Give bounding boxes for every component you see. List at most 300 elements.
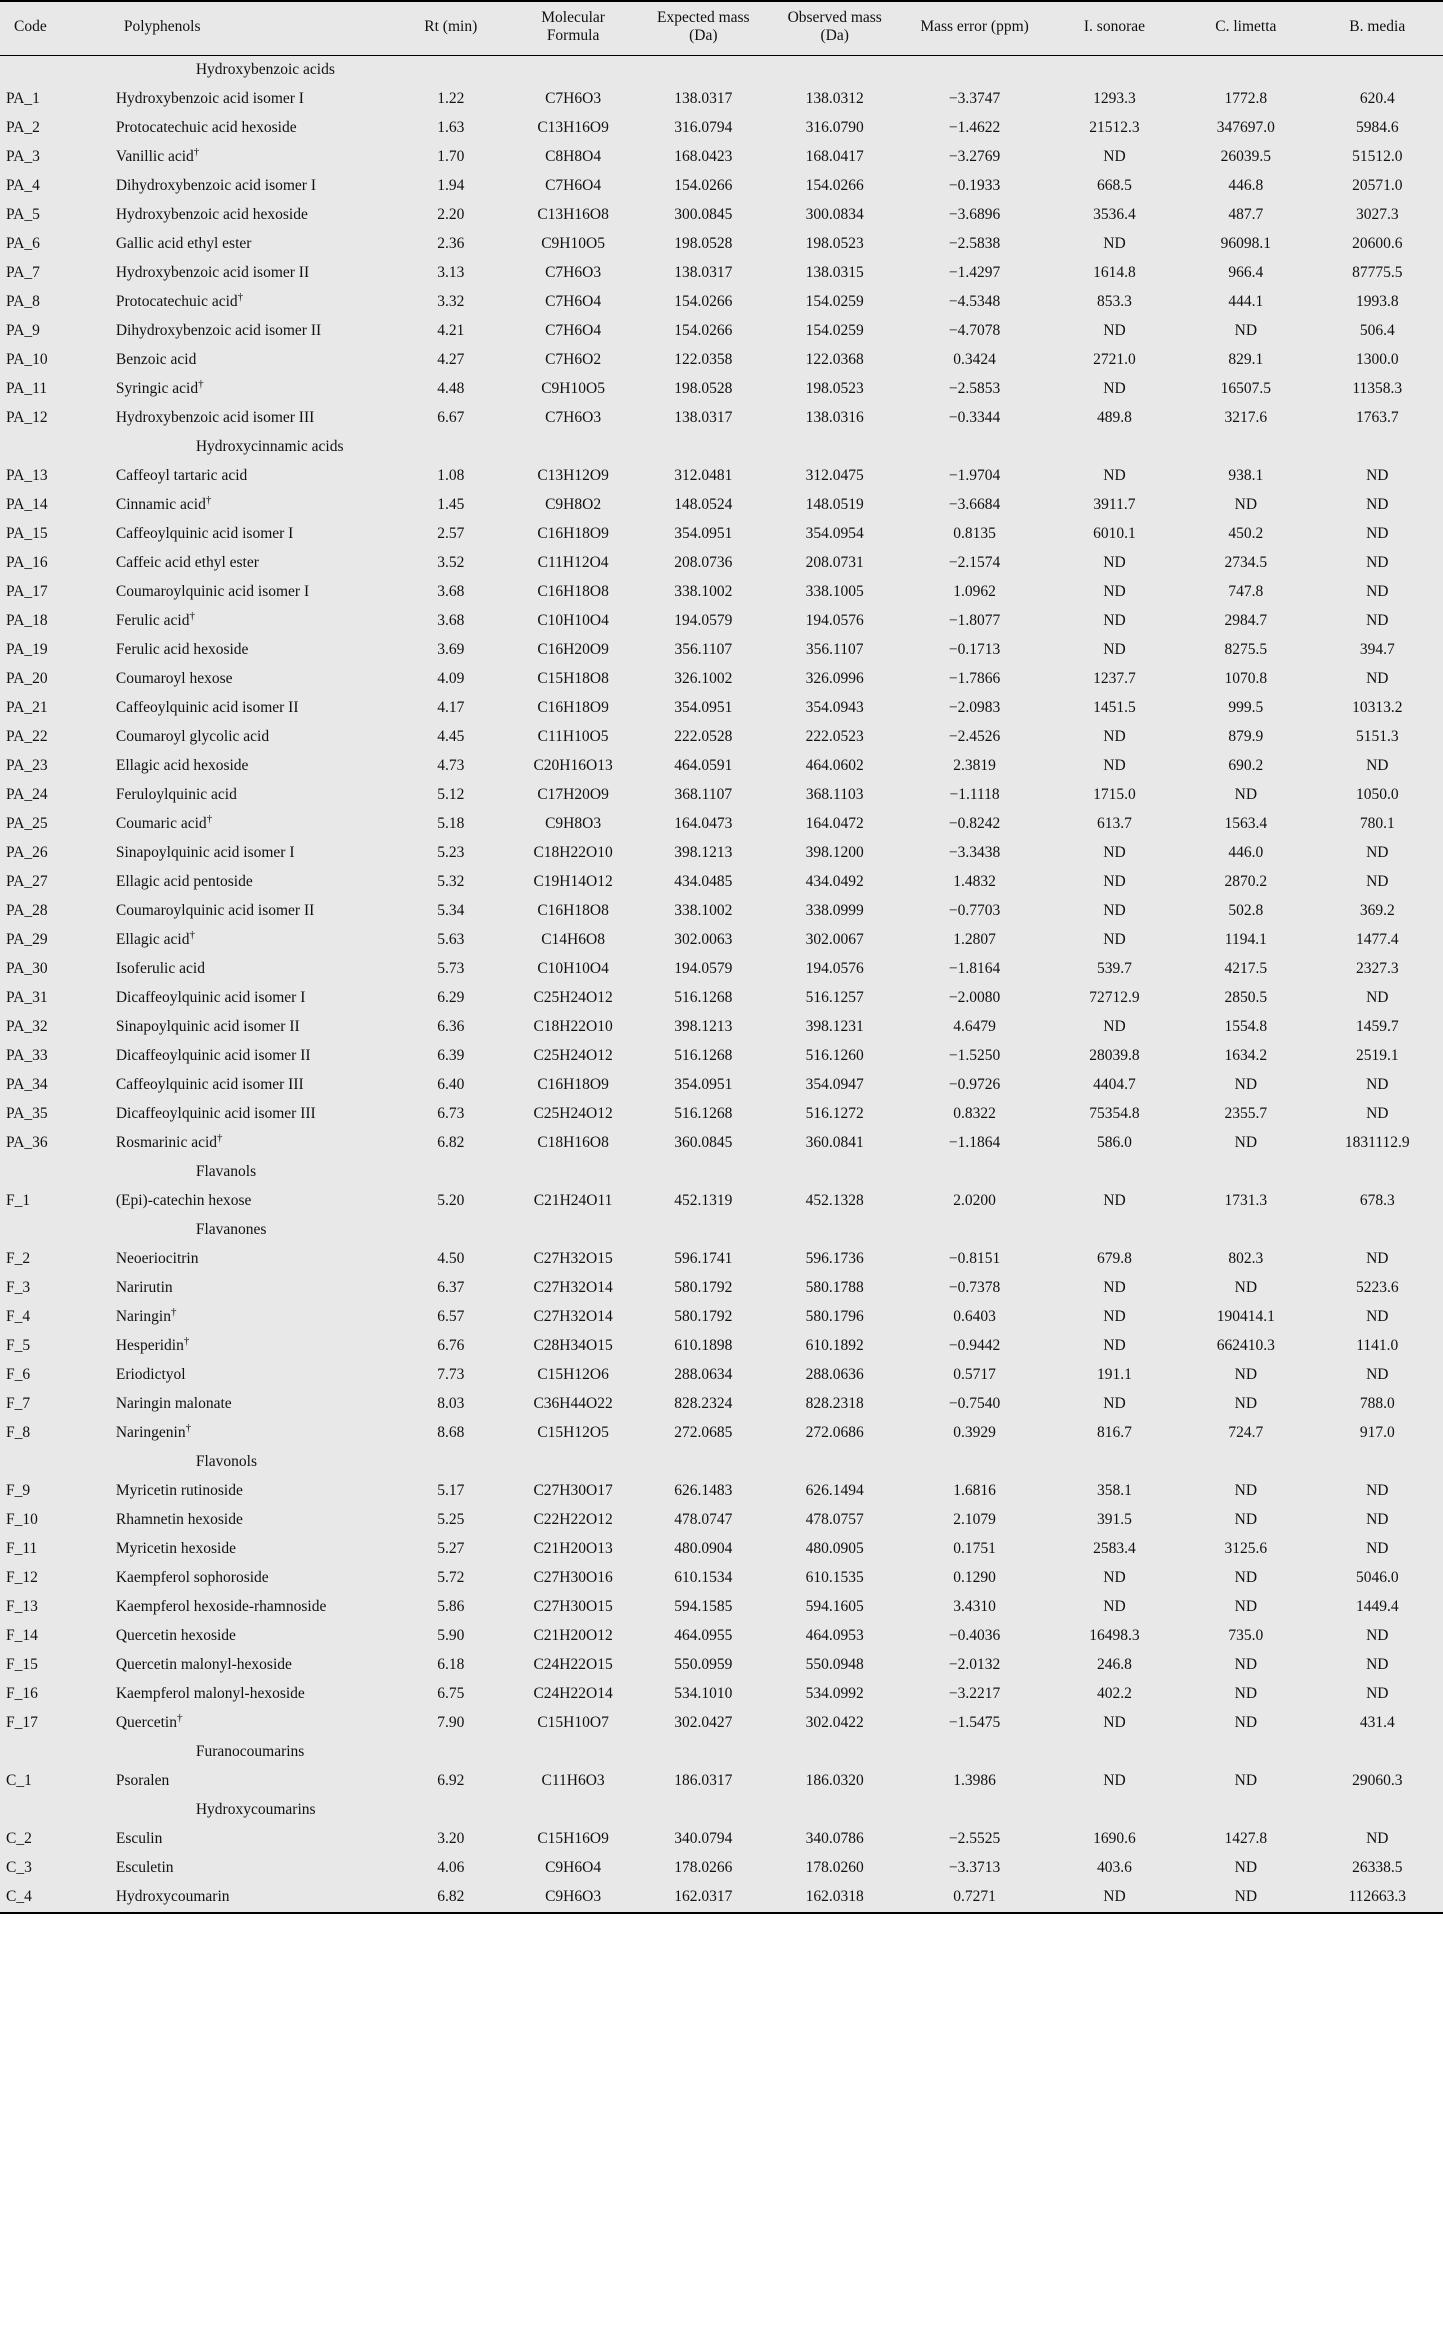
cell-formula: C20H16O13 [509, 752, 638, 781]
cell-polyphenol-name: Cinnamic acid† [110, 491, 393, 520]
cell-code: F_1 [0, 1187, 110, 1216]
cell-expected [638, 1216, 769, 1245]
cell-i-sonorae: ND [1049, 230, 1180, 259]
cell-expected: 828.2324 [638, 1390, 769, 1419]
cell-i-sonorae: 4404.7 [1049, 1071, 1180, 1100]
cell-rt: 3.69 [393, 636, 509, 665]
cell-code: PA_12 [0, 404, 110, 433]
cell-observed: 464.0953 [769, 1622, 900, 1651]
cell-b-media [1312, 1158, 1443, 1187]
cell-error: −0.7540 [900, 1390, 1048, 1419]
cell-error: 0.1751 [900, 1535, 1048, 1564]
cell-rt: 1.70 [393, 143, 509, 172]
table-row [0, 1854, 1443, 1883]
cell-i-sonorae: 1715.0 [1049, 781, 1180, 810]
table-row [0, 578, 1443, 607]
cell-i-sonorae: ND [1049, 375, 1180, 404]
cell-b-media: ND [1312, 839, 1443, 868]
cell-observed: 398.1231 [769, 1013, 900, 1042]
cell-observed: 316.0790 [769, 114, 900, 143]
cell-expected: 516.1268 [638, 1042, 769, 1071]
cell-i-sonorae: 586.0 [1049, 1129, 1180, 1158]
cell-b-media: 394.7 [1312, 636, 1443, 665]
table-row [0, 1651, 1443, 1680]
cell-rt: 5.18 [393, 810, 509, 839]
cell-error: −0.8151 [900, 1245, 1048, 1274]
cell-c-limetta: 487.7 [1180, 201, 1311, 230]
cell-b-media: 369.2 [1312, 897, 1443, 926]
cell-formula: C16H20O9 [509, 636, 638, 665]
cell-formula: C9H8O3 [509, 810, 638, 839]
cell-error: 3.4310 [900, 1593, 1048, 1622]
cell-i-sonorae: ND [1049, 839, 1180, 868]
cell-observed: 122.0368 [769, 346, 900, 375]
cell-rt: 6.75 [393, 1680, 509, 1709]
dagger-marker: † [205, 493, 212, 506]
cell-expected: 480.0904 [638, 1535, 769, 1564]
cell-c-limetta: 446.8 [1180, 172, 1311, 201]
cell-i-sonorae: 28039.8 [1049, 1042, 1180, 1071]
column-header-c-limetta: C. limetta [1180, 1, 1311, 55]
table-row [0, 1129, 1443, 1158]
cell-error: −3.3438 [900, 839, 1048, 868]
section-row [0, 55, 1443, 85]
cell-error: −3.6684 [900, 491, 1048, 520]
cell-expected: 154.0266 [638, 172, 769, 201]
cell-rt: 6.36 [393, 1013, 509, 1042]
cell-polyphenol-name: Hydroxybenzoic acid isomer III [110, 404, 393, 433]
cell-rt: 5.90 [393, 1622, 509, 1651]
cell-expected: 516.1268 [638, 984, 769, 1013]
table-row [0, 375, 1443, 404]
cell-polyphenol-name: Neoeriocitrin [110, 1245, 393, 1274]
cell-b-media: 1300.0 [1312, 346, 1443, 375]
table-row [0, 549, 1443, 578]
cell-expected: 626.1483 [638, 1477, 769, 1506]
table-row [0, 85, 1443, 114]
cell-b-media: ND [1312, 665, 1443, 694]
cell-polyphenol-name: Ferulic acid† [110, 607, 393, 636]
cell-i-sonorae: 668.5 [1049, 172, 1180, 201]
cell-formula: C16H18O8 [509, 578, 638, 607]
cell-observed: 434.0492 [769, 868, 900, 897]
section-row [0, 1448, 1443, 1477]
cell-c-limetta: 1427.8 [1180, 1825, 1311, 1854]
table-row [0, 752, 1443, 781]
dagger-marker: † [183, 1334, 190, 1347]
cell-expected: 452.1319 [638, 1187, 769, 1216]
cell-observed [769, 1796, 900, 1825]
cell-error: 1.2807 [900, 926, 1048, 955]
cell-i-sonorae: 16498.3 [1049, 1622, 1180, 1651]
cell-expected: 360.0845 [638, 1129, 769, 1158]
column-header-code: Code [0, 1, 110, 55]
cell-b-media: ND [1312, 1622, 1443, 1651]
table-row [0, 926, 1443, 955]
cell-i-sonorae: ND [1049, 462, 1180, 491]
cell-i-sonorae: 3536.4 [1049, 201, 1180, 230]
cell-code: F_12 [0, 1564, 110, 1593]
cell-expected: 198.0528 [638, 375, 769, 404]
cell-error: −0.9442 [900, 1332, 1048, 1361]
cell-c-limetta: 1554.8 [1180, 1013, 1311, 1042]
table-row [0, 1564, 1443, 1593]
cell-rt: 2.57 [393, 520, 509, 549]
cell-observed: 154.0266 [769, 172, 900, 201]
cell-code: F_13 [0, 1593, 110, 1622]
cell-error: −0.3344 [900, 404, 1048, 433]
cell-c-limetta: ND [1180, 1593, 1311, 1622]
cell-observed: 828.2318 [769, 1390, 900, 1419]
cell-formula [509, 1158, 638, 1187]
cell-formula: C18H16O8 [509, 1129, 638, 1158]
cell-code: PA_5 [0, 201, 110, 230]
cell-expected: 302.0063 [638, 926, 769, 955]
cell-i-sonorae: 679.8 [1049, 1245, 1180, 1274]
cell-expected: 138.0317 [638, 85, 769, 114]
cell-error: −1.1864 [900, 1129, 1048, 1158]
cell-formula: C15H10O7 [509, 1709, 638, 1738]
cell-observed: 168.0417 [769, 143, 900, 172]
cell-observed: 208.0731 [769, 549, 900, 578]
cell-observed: 312.0475 [769, 462, 900, 491]
cell-polyphenol-name: Quercetin hexoside [110, 1622, 393, 1651]
cell-b-media: 1477.4 [1312, 926, 1443, 955]
dagger-marker: † [206, 812, 213, 825]
cell-polyphenol-name: Sinapoylquinic acid isomer I [110, 839, 393, 868]
cell-formula: C27H32O15 [509, 1245, 638, 1274]
cell-expected: 368.1107 [638, 781, 769, 810]
cell-rt: 5.20 [393, 1187, 509, 1216]
cell-polyphenol-name: Ellagic acid pentoside [110, 868, 393, 897]
cell-i-sonorae: 816.7 [1049, 1419, 1180, 1448]
cell-observed: 194.0576 [769, 955, 900, 984]
cell-expected: 198.0528 [638, 230, 769, 259]
cell-c-limetta: ND [1180, 781, 1311, 810]
cell-code [0, 1448, 110, 1477]
cell-code: PA_16 [0, 549, 110, 578]
cell-i-sonorae: 403.6 [1049, 1854, 1180, 1883]
cell-c-limetta: 879.9 [1180, 723, 1311, 752]
cell-code: PA_22 [0, 723, 110, 752]
cell-i-sonorae: 402.2 [1049, 1680, 1180, 1709]
cell-expected: 168.0423 [638, 143, 769, 172]
cell-code: PA_29 [0, 926, 110, 955]
cell-error: 0.5717 [900, 1361, 1048, 1390]
cell-observed: 516.1260 [769, 1042, 900, 1071]
cell-i-sonorae: 75354.8 [1049, 1100, 1180, 1129]
cell-i-sonorae [1049, 1738, 1180, 1767]
cell-rt: 4.48 [393, 375, 509, 404]
cell-i-sonorae: ND [1049, 549, 1180, 578]
cell-observed: 550.0948 [769, 1651, 900, 1680]
cell-c-limetta [1180, 1796, 1311, 1825]
cell-rt: 6.29 [393, 984, 509, 1013]
cell-i-sonorae: 2721.0 [1049, 346, 1180, 375]
table-row [0, 1419, 1443, 1448]
cell-b-media [1312, 1738, 1443, 1767]
cell-c-limetta: ND [1180, 1274, 1311, 1303]
cell-observed: 464.0602 [769, 752, 900, 781]
cell-error: −2.0983 [900, 694, 1048, 723]
cell-formula: C9H8O2 [509, 491, 638, 520]
table-row [0, 346, 1443, 375]
cell-error: −2.0132 [900, 1651, 1048, 1680]
cell-error [900, 55, 1048, 85]
cell-rt: 6.76 [393, 1332, 509, 1361]
cell-rt: 1.08 [393, 462, 509, 491]
cell-b-media: 506.4 [1312, 317, 1443, 346]
cell-rt: 7.90 [393, 1709, 509, 1738]
cell-b-media: 51512.0 [1312, 143, 1443, 172]
cell-formula: C13H16O9 [509, 114, 638, 143]
table-row [0, 1477, 1443, 1506]
cell-formula: C13H16O8 [509, 201, 638, 230]
cell-observed: 340.0786 [769, 1825, 900, 1854]
cell-polyphenol-name: Dihydroxybenzoic acid isomer II [110, 317, 393, 346]
cell-polyphenol-name: Rosmarinic acid† [110, 1129, 393, 1158]
cell-polyphenol-name: Naringin† [110, 1303, 393, 1332]
cell-polyphenol-name: Myricetin hexoside [110, 1535, 393, 1564]
cell-rt: 2.20 [393, 201, 509, 230]
cell-error: 1.3986 [900, 1767, 1048, 1796]
cell-i-sonorae: ND [1049, 926, 1180, 955]
cell-i-sonorae: 3911.7 [1049, 491, 1180, 520]
cell-code: F_14 [0, 1622, 110, 1651]
section-row [0, 1216, 1443, 1245]
cell-formula: C9H6O4 [509, 1854, 638, 1883]
cell-error: 0.6403 [900, 1303, 1048, 1332]
cell-i-sonorae: ND [1049, 1564, 1180, 1593]
cell-expected: 208.0736 [638, 549, 769, 578]
cell-formula: C7H6O4 [509, 317, 638, 346]
cell-formula: C27H30O16 [509, 1564, 638, 1593]
cell-observed: 580.1796 [769, 1303, 900, 1332]
cell-error: −1.8164 [900, 955, 1048, 984]
cell-code: PA_17 [0, 578, 110, 607]
cell-c-limetta: ND [1180, 1651, 1311, 1680]
cell-b-media: ND [1312, 549, 1443, 578]
cell-expected: 340.0794 [638, 1825, 769, 1854]
cell-code: F_11 [0, 1535, 110, 1564]
section-row [0, 433, 1443, 462]
cell-b-media: 678.3 [1312, 1187, 1443, 1216]
cell-c-limetta [1180, 1216, 1311, 1245]
cell-code: PA_4 [0, 172, 110, 201]
cell-c-limetta: 966.4 [1180, 259, 1311, 288]
cell-formula: C27H30O15 [509, 1593, 638, 1622]
cell-code: PA_9 [0, 317, 110, 346]
table-row [0, 520, 1443, 549]
cell-rt: 1.94 [393, 172, 509, 201]
table-header [0, 1, 1443, 55]
cell-polyphenol-name: Caffeoylquinic acid isomer I [110, 520, 393, 549]
table-row [0, 1593, 1443, 1622]
cell-c-limetta: 347697.0 [1180, 114, 1311, 143]
cell-b-media: 1459.7 [1312, 1013, 1443, 1042]
cell-code: PA_15 [0, 520, 110, 549]
cell-formula: C16H18O9 [509, 1071, 638, 1100]
column-header-expected-mass: Expected mass (Da) [638, 1, 769, 55]
cell-b-media: ND [1312, 578, 1443, 607]
cell-code: F_17 [0, 1709, 110, 1738]
cell-error: −3.3747 [900, 85, 1048, 114]
cell-polyphenol-name: Vanillic acid† [110, 143, 393, 172]
cell-expected: 148.0524 [638, 491, 769, 520]
table-row [0, 1361, 1443, 1390]
cell-rt: 4.45 [393, 723, 509, 752]
cell-observed [769, 1158, 900, 1187]
table-row [0, 462, 1443, 491]
cell-polyphenol-name: Psoralen [110, 1767, 393, 1796]
cell-error: −2.4526 [900, 723, 1048, 752]
cell-polyphenol-name: Quercetin malonyl-hexoside [110, 1651, 393, 1680]
table-row [0, 1390, 1443, 1419]
cell-error: −2.5838 [900, 230, 1048, 259]
cell-rt: 4.21 [393, 317, 509, 346]
cell-formula: C15H12O6 [509, 1361, 638, 1390]
cell-rt: 3.32 [393, 288, 509, 317]
table-row [0, 143, 1443, 172]
dagger-marker: † [185, 1421, 192, 1434]
cell-b-media: 20600.6 [1312, 230, 1443, 259]
cell-formula: C18H22O10 [509, 1013, 638, 1042]
cell-error [900, 1738, 1048, 1767]
cell-observed [769, 1216, 900, 1245]
table-row [0, 665, 1443, 694]
section-row [0, 1158, 1443, 1187]
cell-polyphenol-name: Quercetin† [110, 1709, 393, 1738]
cell-i-sonorae: 391.5 [1049, 1506, 1180, 1535]
cell-code: F_16 [0, 1680, 110, 1709]
cell-polyphenol-name: Caffeoylquinic acid isomer II [110, 694, 393, 723]
table-row [0, 1709, 1443, 1738]
cell-expected: 478.0747 [638, 1506, 769, 1535]
cell-expected [638, 1738, 769, 1767]
cell-observed [769, 433, 900, 462]
cell-rt: 5.17 [393, 1477, 509, 1506]
cell-error: 2.1079 [900, 1506, 1048, 1535]
cell-polyphenol-name: Coumaroyl glycolic acid [110, 723, 393, 752]
table-row [0, 1825, 1443, 1854]
cell-expected: 338.1002 [638, 897, 769, 926]
cell-rt: 6.39 [393, 1042, 509, 1071]
table-row [0, 1680, 1443, 1709]
table-row [0, 317, 1443, 346]
cell-c-limetta: 1634.2 [1180, 1042, 1311, 1071]
cell-error: −3.2769 [900, 143, 1048, 172]
cell-c-limetta: ND [1180, 1071, 1311, 1100]
cell-b-media: 1763.7 [1312, 404, 1443, 433]
cell-expected: 464.0591 [638, 752, 769, 781]
cell-expected: 312.0481 [638, 462, 769, 491]
cell-code: PA_10 [0, 346, 110, 375]
cell-b-media: ND [1312, 462, 1443, 491]
cell-b-media: 20571.0 [1312, 172, 1443, 201]
cell-polyphenol-name: Narirutin [110, 1274, 393, 1303]
table-row [0, 636, 1443, 665]
cell-observed: 338.0999 [769, 897, 900, 926]
cell-formula: C7H6O3 [509, 259, 638, 288]
cell-c-limetta: 1731.3 [1180, 1187, 1311, 1216]
cell-expected: 580.1792 [638, 1303, 769, 1332]
cell-rt: 7.73 [393, 1361, 509, 1390]
cell-rt: 4.09 [393, 665, 509, 694]
cell-b-media: ND [1312, 868, 1443, 897]
cell-c-limetta: 735.0 [1180, 1622, 1311, 1651]
cell-i-sonorae: 1451.5 [1049, 694, 1180, 723]
cell-b-media: ND [1312, 984, 1443, 1013]
cell-formula: C21H20O13 [509, 1535, 638, 1564]
cell-expected: 550.0959 [638, 1651, 769, 1680]
cell-polyphenol-name: Esculetin [110, 1854, 393, 1883]
cell-observed: 302.0067 [769, 926, 900, 955]
cell-polyphenol-name: Eriodictyol [110, 1361, 393, 1390]
dagger-marker: † [189, 609, 195, 622]
cell-error: 4.6479 [900, 1013, 1048, 1042]
table-row [0, 1071, 1443, 1100]
cell-code: F_7 [0, 1390, 110, 1419]
cell-polyphenol-name: Benzoic acid [110, 346, 393, 375]
cell-formula: C11H12O4 [509, 549, 638, 578]
cell-formula: C7H6O4 [509, 288, 638, 317]
cell-rt: 3.52 [393, 549, 509, 578]
section-label: Flavonols [110, 1448, 393, 1477]
cell-observed [769, 1738, 900, 1767]
cell-polyphenol-name: Hydroxybenzoic acid hexoside [110, 201, 393, 230]
cell-formula: C21H24O11 [509, 1187, 638, 1216]
cell-formula: C15H18O8 [509, 665, 638, 694]
cell-b-media: ND [1312, 1825, 1443, 1854]
dagger-marker: † [189, 928, 195, 941]
cell-b-media: ND [1312, 752, 1443, 781]
cell-b-media: 10313.2 [1312, 694, 1443, 723]
table-row [0, 984, 1443, 1013]
cell-error: 0.3424 [900, 346, 1048, 375]
header-row [0, 1, 1443, 55]
cell-error: −0.8242 [900, 810, 1048, 839]
cell-rt [393, 1448, 509, 1477]
cell-formula: C11H10O5 [509, 723, 638, 752]
cell-b-media: 1993.8 [1312, 288, 1443, 317]
cell-rt: 5.23 [393, 839, 509, 868]
cell-c-limetta: ND [1180, 491, 1311, 520]
table-row [0, 404, 1443, 433]
cell-formula: C36H44O22 [509, 1390, 638, 1419]
cell-rt [393, 1158, 509, 1187]
table-row [0, 607, 1443, 636]
cell-b-media: 780.1 [1312, 810, 1443, 839]
table-row [0, 491, 1443, 520]
table-row [0, 1883, 1443, 1913]
cell-observed: 516.1272 [769, 1100, 900, 1129]
cell-formula: C7H6O2 [509, 346, 638, 375]
cell-b-media: 788.0 [1312, 1390, 1443, 1419]
dagger-marker: † [237, 290, 244, 303]
cell-expected: 222.0528 [638, 723, 769, 752]
cell-b-media: ND [1312, 1651, 1443, 1680]
cell-i-sonorae: 853.3 [1049, 288, 1180, 317]
cell-code: F_5 [0, 1332, 110, 1361]
cell-b-media [1312, 1448, 1443, 1477]
cell-error [900, 1796, 1048, 1825]
cell-rt: 6.92 [393, 1767, 509, 1796]
cell-formula: C16H18O8 [509, 897, 638, 926]
cell-i-sonorae: ND [1049, 1390, 1180, 1419]
table-row [0, 1767, 1443, 1796]
cell-c-limetta: 802.3 [1180, 1245, 1311, 1274]
column-header-molecular-formula: Molecular Formula [509, 1, 638, 55]
